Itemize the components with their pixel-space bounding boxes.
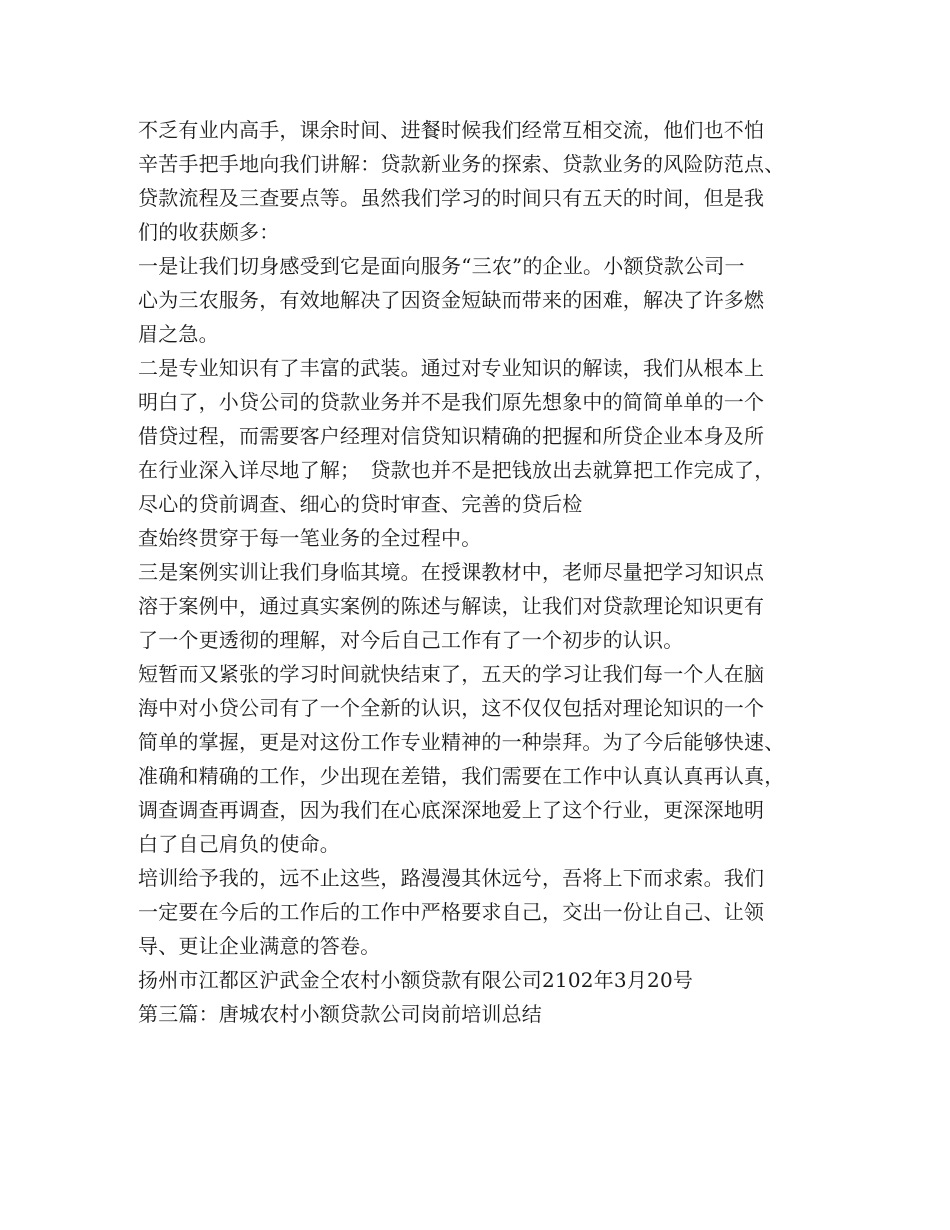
text-line: 在行业深入详尽地了解； 贷款也并不是把钱放出去就算把工作完成了， xyxy=(138,458,775,482)
text-line: 海中对小贷公司有了一个全新的认识，这不仅仅包括对理论知识的一个 xyxy=(138,696,765,720)
text-line: 白了自己肩负的使命。 xyxy=(138,832,340,856)
text-line: 简单的掌握，更是对这份工作专业精神的一种崇拜。为了今后能够快速、 xyxy=(138,730,785,754)
text-line: 导、更让企业满意的答卷。 xyxy=(138,934,381,958)
text-line: 贷款流程及三查要点等。虽然我们学习的时间只有五天的时间，但是我 xyxy=(138,186,765,210)
text-line: 明白了，小贷公司的贷款业务并不是我们原先想象中的简简单单的一个 xyxy=(138,390,765,414)
text-line: 辛苦手把手地向我们讲解：贷款新业务的探索、贷款业务的风险防范点、 xyxy=(138,152,785,176)
text-line: 一是让我们切身感受到它是面向服务“三农”的企业。小额贷款公司一 xyxy=(138,254,745,278)
text-line: 们的收获颇多： xyxy=(138,220,280,244)
text-line: 短暂而又紧张的学习时间就快结束了，五天的学习让我们每一个人在脑 xyxy=(138,662,765,686)
text-line: 调查调查再调查，因为我们在心底深深地爱上了这个行业，更深深地明 xyxy=(138,798,765,822)
text-line: 心为三农服务，有效地解决了因资金短缺而带来的困难，解决了许多燃 xyxy=(138,288,765,312)
text-line: 不乏有业内高手，课余时间、进餐时候我们经常互相交流，他们也不怕 xyxy=(138,118,765,142)
text-line: 查始终贯穿于每一笔业务的全过程中。 xyxy=(138,526,482,550)
section-heading: 第三篇：唐城农村小额贷款公司岗前培训总结 xyxy=(138,1002,542,1026)
text-line: 尽心的贷前调查、细心的贷时审查、完善的贷后检 xyxy=(138,492,583,516)
text-line: 溶于案例中，通过真实案例的陈述与解读，让我们对贷款理论知识更有 xyxy=(138,594,765,618)
text-line: 借贷过程，而需要客户经理对信贷知识精确的把握和所贷企业本身及所 xyxy=(138,424,765,448)
text-line: 二是专业知识有了丰富的武装。通过对专业知识的解读，我们从根本上 xyxy=(138,356,765,380)
text-line: 了一个更透彻的理解，对今后自己工作有了一个初步的认识。 xyxy=(138,628,684,652)
signature-line: 扬州市江都区沪武金仝农村小额贷款有限公司2102年3月20号 xyxy=(138,968,694,992)
text-line: 培训给予我的，远不止这些，路漫漫其休远兮，吾将上下而求索。我们 xyxy=(138,866,765,890)
document-body xyxy=(138,113,838,1031)
text-line: 一定要在今后的工作后的工作中严格要求自己，交出一份让自己、让领 xyxy=(138,900,765,924)
text-line: 三是案例实训让我们身临其境。在授课教材中，老师尽量把学习知识点 xyxy=(138,560,765,584)
text-line: 准确和精确的工作，少出现在差错，我们需要在工作中认真认真再认真， xyxy=(138,764,785,788)
text-line: 眉之急。 xyxy=(138,322,219,346)
